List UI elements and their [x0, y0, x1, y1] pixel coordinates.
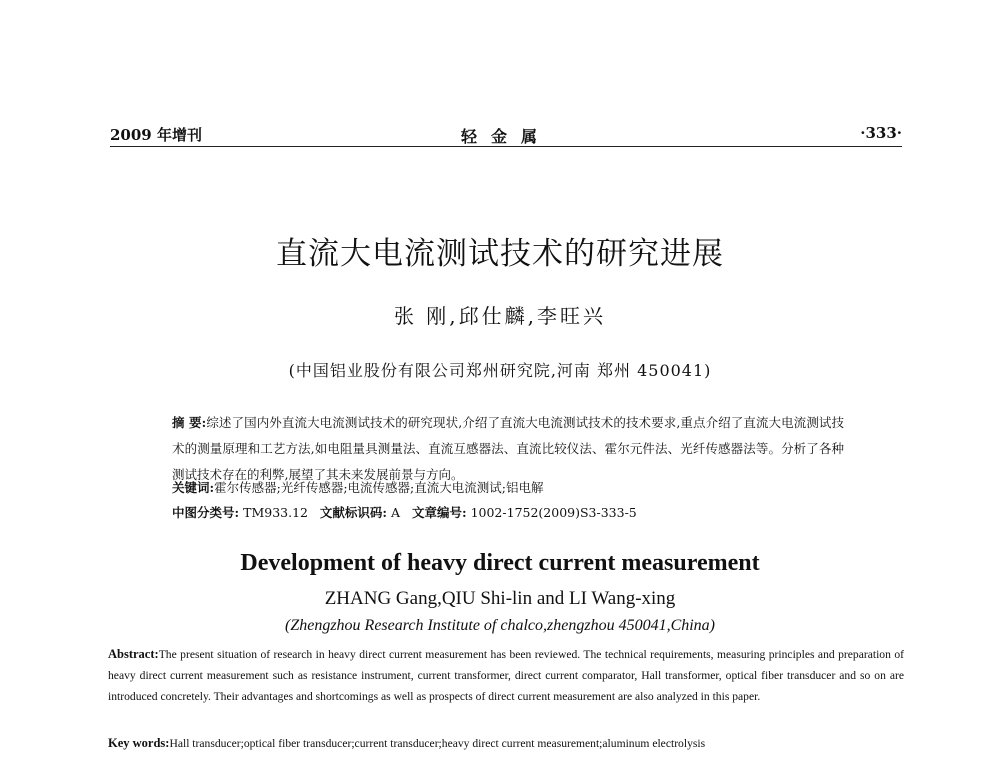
abstract-english-text: The present situation of research in heavy direct current measurement has been reviewed. The technical requirements, measuring principles and preparation of heavy direct current measurement such as resistance instrument, current transformer, direct current comparator, Hall transformer, optical fiber transducer and so on are introduced concretely. Their advantages and shortcomings as well as prospects of direct current measurement are also analyzed in this paper. — [108, 648, 904, 703]
abstract-chinese-label: 摘 要: — [172, 415, 207, 430]
doc-code-value: A — [391, 505, 401, 520]
title-chinese: 直流大电流测试技术的研究进展 — [276, 236, 724, 272]
authors-english: ZHANG Gang,QIU Shi-lin and LI Wang-xing — [324, 588, 676, 609]
header-page-number: ·333· — [860, 124, 902, 142]
keywords-english-label: Key words: — [108, 736, 170, 750]
article-number-label: 文章编号: — [411, 505, 467, 520]
authors-chinese: 张 刚,邱仕麟,李旺兴 — [393, 304, 607, 328]
running-header — [110, 124, 902, 147]
header-issue: 2009 年增刊 — [110, 126, 202, 144]
keywords-chinese-label: 关键词: — [172, 480, 215, 495]
keywords-chinese — [172, 478, 844, 498]
affiliation-english: (Zhengzhou Research Institute of chalco,zhengzhou 450041,China) — [284, 617, 716, 634]
classification-chinese — [172, 503, 844, 523]
article-number-value: 1002-1752(2009)S3-333-5 — [470, 505, 637, 520]
abstract-chinese — [172, 410, 844, 488]
clc-label: 中图分类号: — [172, 505, 240, 520]
abstract-chinese-text: 综述了国内外直流大电流测试技术的研究现状,介绍了直流大电流测试技术的技术要求,重点介绍了直流大电流测试技术的测量原理和工艺方法,如电阻量具测量法、直流互感器法、直流比较仪法、霍尔元件法、光纤传感器法等。分析了各种测试技术存在的利弊,展望了其未来发展前景与方向。 — [172, 415, 845, 482]
abstract-english-label: Abstract: — [108, 647, 159, 661]
abstract-english — [108, 644, 904, 707]
keywords-english-text: Hall transducer;optical fiber transducer;current transducer;heavy direct current measurement;aluminum electrolysis — [169, 737, 706, 750]
keywords-chinese-text: 霍尔传感器;光纤传感器;电流传感器;直流大电流测试;铝电解 — [214, 480, 544, 495]
title-english: Development of heavy direct current measurement — [240, 550, 760, 576]
doc-code-label: 文献标识码: — [319, 505, 388, 520]
keywords-english — [108, 733, 904, 754]
clc-value: TM933.12 — [243, 505, 308, 520]
header-journal: 轻金属 — [460, 127, 551, 146]
affiliation-chinese: (中国铝业股份有限公司郑州研究院,河南 郑州 450041) — [288, 361, 712, 380]
